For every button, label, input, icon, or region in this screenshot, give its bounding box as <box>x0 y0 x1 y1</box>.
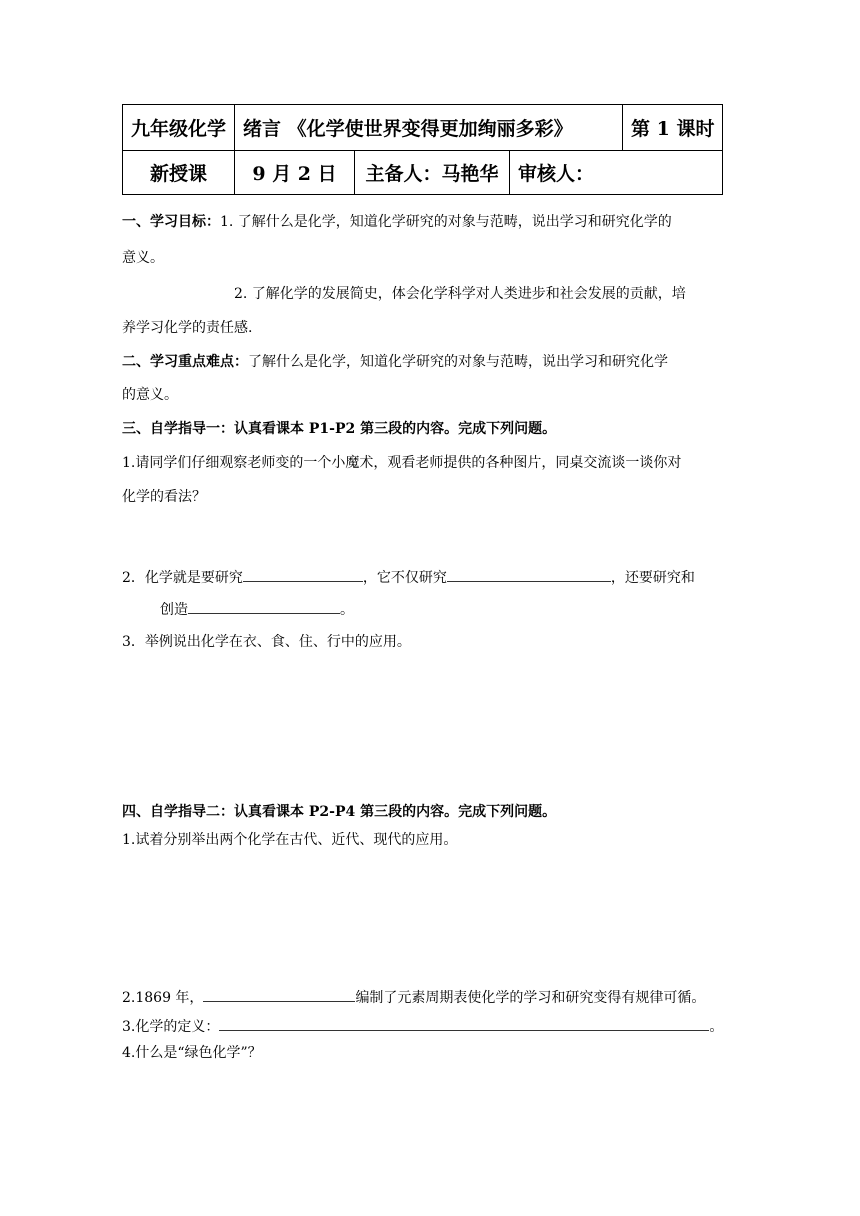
question-2-line-2 <box>122 598 732 620</box>
question-2-line-1 <box>122 566 732 588</box>
self-study-guide-2-heading: 四、自学指导二：认真看课本 P2-P4 第三段的内容。完成下列问题。 <box>122 804 557 820</box>
key-points-continuation: 的意义。 <box>122 387 178 403</box>
question-3: 3．举例说出化学在衣、食、住、行中的应用。 <box>122 634 411 650</box>
goal-2-text: 2. 了解化学的发展简史，体会化学科学对人类进步和社会发展的贡献，培 <box>234 286 686 302</box>
header-row-2 <box>123 151 723 195</box>
question-2-text-d: 创造 <box>160 602 188 618</box>
question-1-line-2: 化学的看法？ <box>122 489 206 505</box>
goal-1-text: 1. 了解什么是化学，知道化学研究的对象与范畴，说出学习和研究化学的 <box>220 214 672 230</box>
learning-goal-line-1 <box>122 212 732 232</box>
goal-2-continuation: 养学习化学的责任感. <box>122 320 253 336</box>
answer-blank-create[interactable] <box>188 598 340 614</box>
question-2-text-b: ，它不仅研究 <box>362 570 447 586</box>
question-4-4: 4.什么是“绿色化学”？ <box>122 1045 262 1061</box>
question-4-1: 1.试着分别举出两个化学在古代、近代、现代的应用。 <box>122 832 458 848</box>
question-2-text-e: 。 <box>340 602 354 618</box>
learning-goals-heading: 一、学习目标： <box>122 214 220 230</box>
answer-blank-research[interactable] <box>243 566 363 582</box>
key-points-heading: 二、学习重点难点： <box>122 354 248 370</box>
question-2-text-a: 2．化学就是要研究 <box>122 570 243 586</box>
question-4-3-text-b: 。 <box>709 1019 724 1035</box>
answer-blank-scientist[interactable] <box>203 986 355 1002</box>
grade-cell: 九年级化学 <box>123 105 235 151</box>
key-points-text: 了解什么是化学，知道化学研究的对象与范畴，说出学习和研究化学 <box>248 354 668 370</box>
question-4-3-text-a: 3.化学的定义： <box>122 1019 220 1035</box>
question-2-text-c: ，还要研究和 <box>610 570 695 586</box>
reviewer-cell: 审核人： <box>510 151 723 195</box>
question-4-2 <box>122 986 732 1008</box>
lesson-header-table <box>122 104 723 195</box>
question-4-3 <box>122 1015 732 1037</box>
date-cell: 9 月 2 日 <box>235 151 355 195</box>
question-1-line-1: 1.请同学们仔细观察老师变的一个小魔术，观看老师提供的各种图片，同桌交流谈一谈你对 <box>122 455 682 471</box>
goal-1-continuation: 意义。 <box>122 250 164 266</box>
question-4-2-text-a: 2.1869 年， <box>122 990 204 1006</box>
answer-blank-study[interactable] <box>447 566 611 582</box>
self-study-guide-1-heading: 三、自学指导一：认真看课本 P1-P2 第三段的内容。完成下列问题。 <box>122 421 557 437</box>
lesson-title-cell: 绪言 《化学使世界变得更加绚丽多彩》 <box>235 105 623 151</box>
lesson-number-cell: 第 1 课时 <box>623 105 723 151</box>
question-4-2-text-b: 编制了元素周期表使化学的学习和研究变得有规律可循。 <box>355 990 706 1006</box>
key-points-line-1 <box>122 352 732 372</box>
answer-blank-definition[interactable] <box>219 1015 709 1031</box>
lesson-type-cell: 新授课 <box>123 151 235 195</box>
preparer-cell: 主备人：马艳华 <box>355 151 510 195</box>
header-row-1 <box>123 105 723 151</box>
